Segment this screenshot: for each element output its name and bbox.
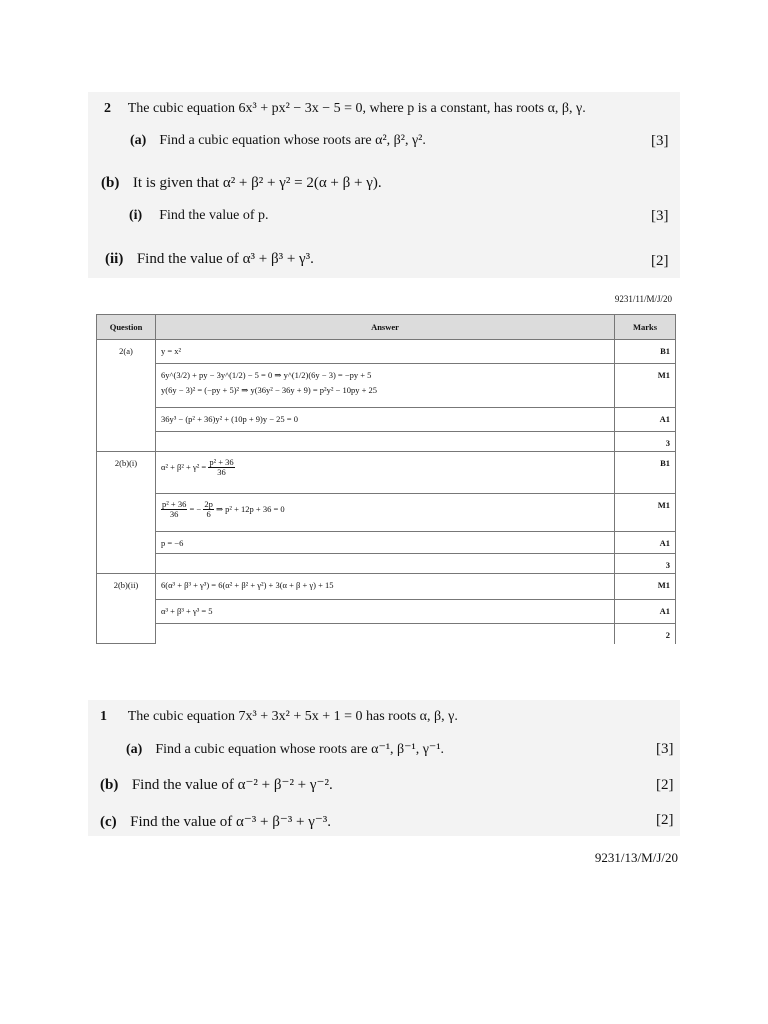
question-2b (101, 175, 382, 192)
question-number: 2 (104, 101, 111, 116)
part-label: (a) (126, 742, 143, 757)
mark-cell: M1 (615, 364, 676, 408)
part-text: Find a cubic equation whose roots are α², β², γ². (159, 133, 426, 148)
table-row (97, 364, 676, 408)
table-row (97, 574, 676, 600)
mark-cell: B1 (615, 340, 676, 364)
table-row (97, 532, 676, 554)
table-row (97, 554, 676, 574)
question-1a (126, 741, 444, 758)
answer-line: 6y^(3/2) + py − 3y^(1/2) − 5 = 0 ⇒ y^(1/2)(6y − 3) = −py + 5 (161, 370, 372, 380)
question-text: The cubic equation 6x³ + px² − 3x − 5 = 0, where p is a constant, has roots α, β, γ. (127, 101, 586, 116)
mark-cell: A1 (615, 600, 676, 624)
mark-cell: A1 (615, 408, 676, 432)
part-text: Find the value of α⁻² + β⁻² + γ⁻². (131, 777, 333, 793)
part-label: (i) (129, 208, 143, 223)
marks-1c: [2] (656, 812, 674, 828)
table-row (97, 452, 676, 494)
answer-cell: 36y³ − (p² + 36)y² + (10p + 9)y − 25 = 0 (156, 408, 615, 432)
answer-cell (156, 452, 615, 494)
answer-cell (156, 624, 615, 644)
marks-2bii: [2] (651, 253, 669, 269)
fraction (203, 500, 214, 520)
marks-1b: [2] (656, 777, 674, 793)
answer-cell: y = x² (156, 340, 615, 364)
question-2-stem (104, 101, 586, 117)
numerator: 2p (204, 499, 213, 509)
part-label: (b) (101, 175, 120, 191)
total-cell: 3 (615, 554, 676, 574)
question-1-stem (100, 709, 458, 725)
numerator: p² + 36 (209, 457, 234, 467)
mark-cell: A1 (615, 532, 676, 554)
table-row (97, 340, 676, 364)
question-1b (100, 775, 333, 794)
part-text: Find a cubic equation whose roots are α⁻¹, β⁻¹, γ⁻¹. (155, 742, 445, 757)
header-answer: Answer (156, 315, 615, 340)
answer-cell (156, 494, 615, 532)
question-cell: 2(a) (97, 340, 156, 452)
question-2bii (105, 251, 314, 268)
denominator: 36 (169, 509, 179, 520)
marks-1a: [3] (656, 741, 674, 757)
numerator: p² + 36 (162, 499, 187, 509)
part-text: Find the value of α³ + β³ + γ³. (136, 251, 314, 267)
question-cell: 2(b)(ii) (97, 574, 156, 644)
answer-rest: ⇒ p² + 12p + 36 = 0 (215, 503, 285, 514)
mark-scheme-table (96, 314, 676, 644)
answer-cell: p = −6 (156, 532, 615, 554)
marks-2bi: [3] (651, 208, 669, 224)
header-marks: Marks (615, 315, 676, 340)
paper-reference: 9231/13/M/J/20 (594, 850, 678, 865)
part-label: (ii) (105, 251, 124, 267)
part-text: Find the value of α⁻³ + β⁻³ + γ⁻³. (130, 814, 332, 830)
part-label: (c) (100, 814, 117, 830)
total-cell: 3 (615, 432, 676, 452)
fraction (161, 500, 187, 520)
table-row (97, 432, 676, 452)
table-row (97, 408, 676, 432)
mark-cell: M1 (615, 574, 676, 600)
part-label: (a) (130, 133, 147, 148)
question-2bi (129, 208, 268, 224)
question-number: 1 (100, 709, 107, 724)
marks-2a: [3] (651, 133, 669, 149)
mark-cell: M1 (615, 494, 676, 532)
part-label: (b) (100, 777, 119, 793)
answer-cell (156, 554, 615, 574)
denominator: 6 (206, 509, 211, 520)
answer-lhs: α² + β² + γ² = (161, 461, 207, 472)
question-2a (130, 133, 426, 149)
question-1c (100, 812, 331, 831)
equals-sign: = − (189, 503, 202, 514)
header-question: Question (97, 315, 156, 340)
denominator: 36 (217, 467, 226, 478)
answer-cell (156, 364, 615, 408)
total-cell: 2 (615, 624, 676, 644)
question-text: The cubic equation 7x³ + 3x² + 5x + 1 = 0 has roots α, β, γ. (127, 709, 458, 724)
answer-cell: α³ + β³ + γ³ = 5 (156, 600, 615, 624)
part-text: Find the value of p. (159, 208, 269, 223)
question-cell: 2(b)(i) (97, 452, 156, 574)
fraction (208, 458, 234, 478)
table-header-row (97, 315, 676, 340)
answer-cell (156, 432, 615, 452)
mark-cell: B1 (615, 452, 676, 494)
table-row (97, 494, 676, 532)
part-text: It is given that α² + β² + γ² = 2(α + β + γ). (132, 175, 382, 191)
answer-line: y(6y − 3)² = (−py + 5)² ⇒ y(36y² − 36y + 9) = p²y² − 10py + 25 (161, 385, 377, 395)
table-row (97, 624, 676, 644)
table-row (97, 600, 676, 624)
answer-cell: 6(α³ + β³ + γ³) = 6(α² + β² + γ²) + 3(α + β + γ) + 15 (156, 574, 615, 600)
paper-reference: 9231/11/M/J/20 (614, 294, 672, 304)
